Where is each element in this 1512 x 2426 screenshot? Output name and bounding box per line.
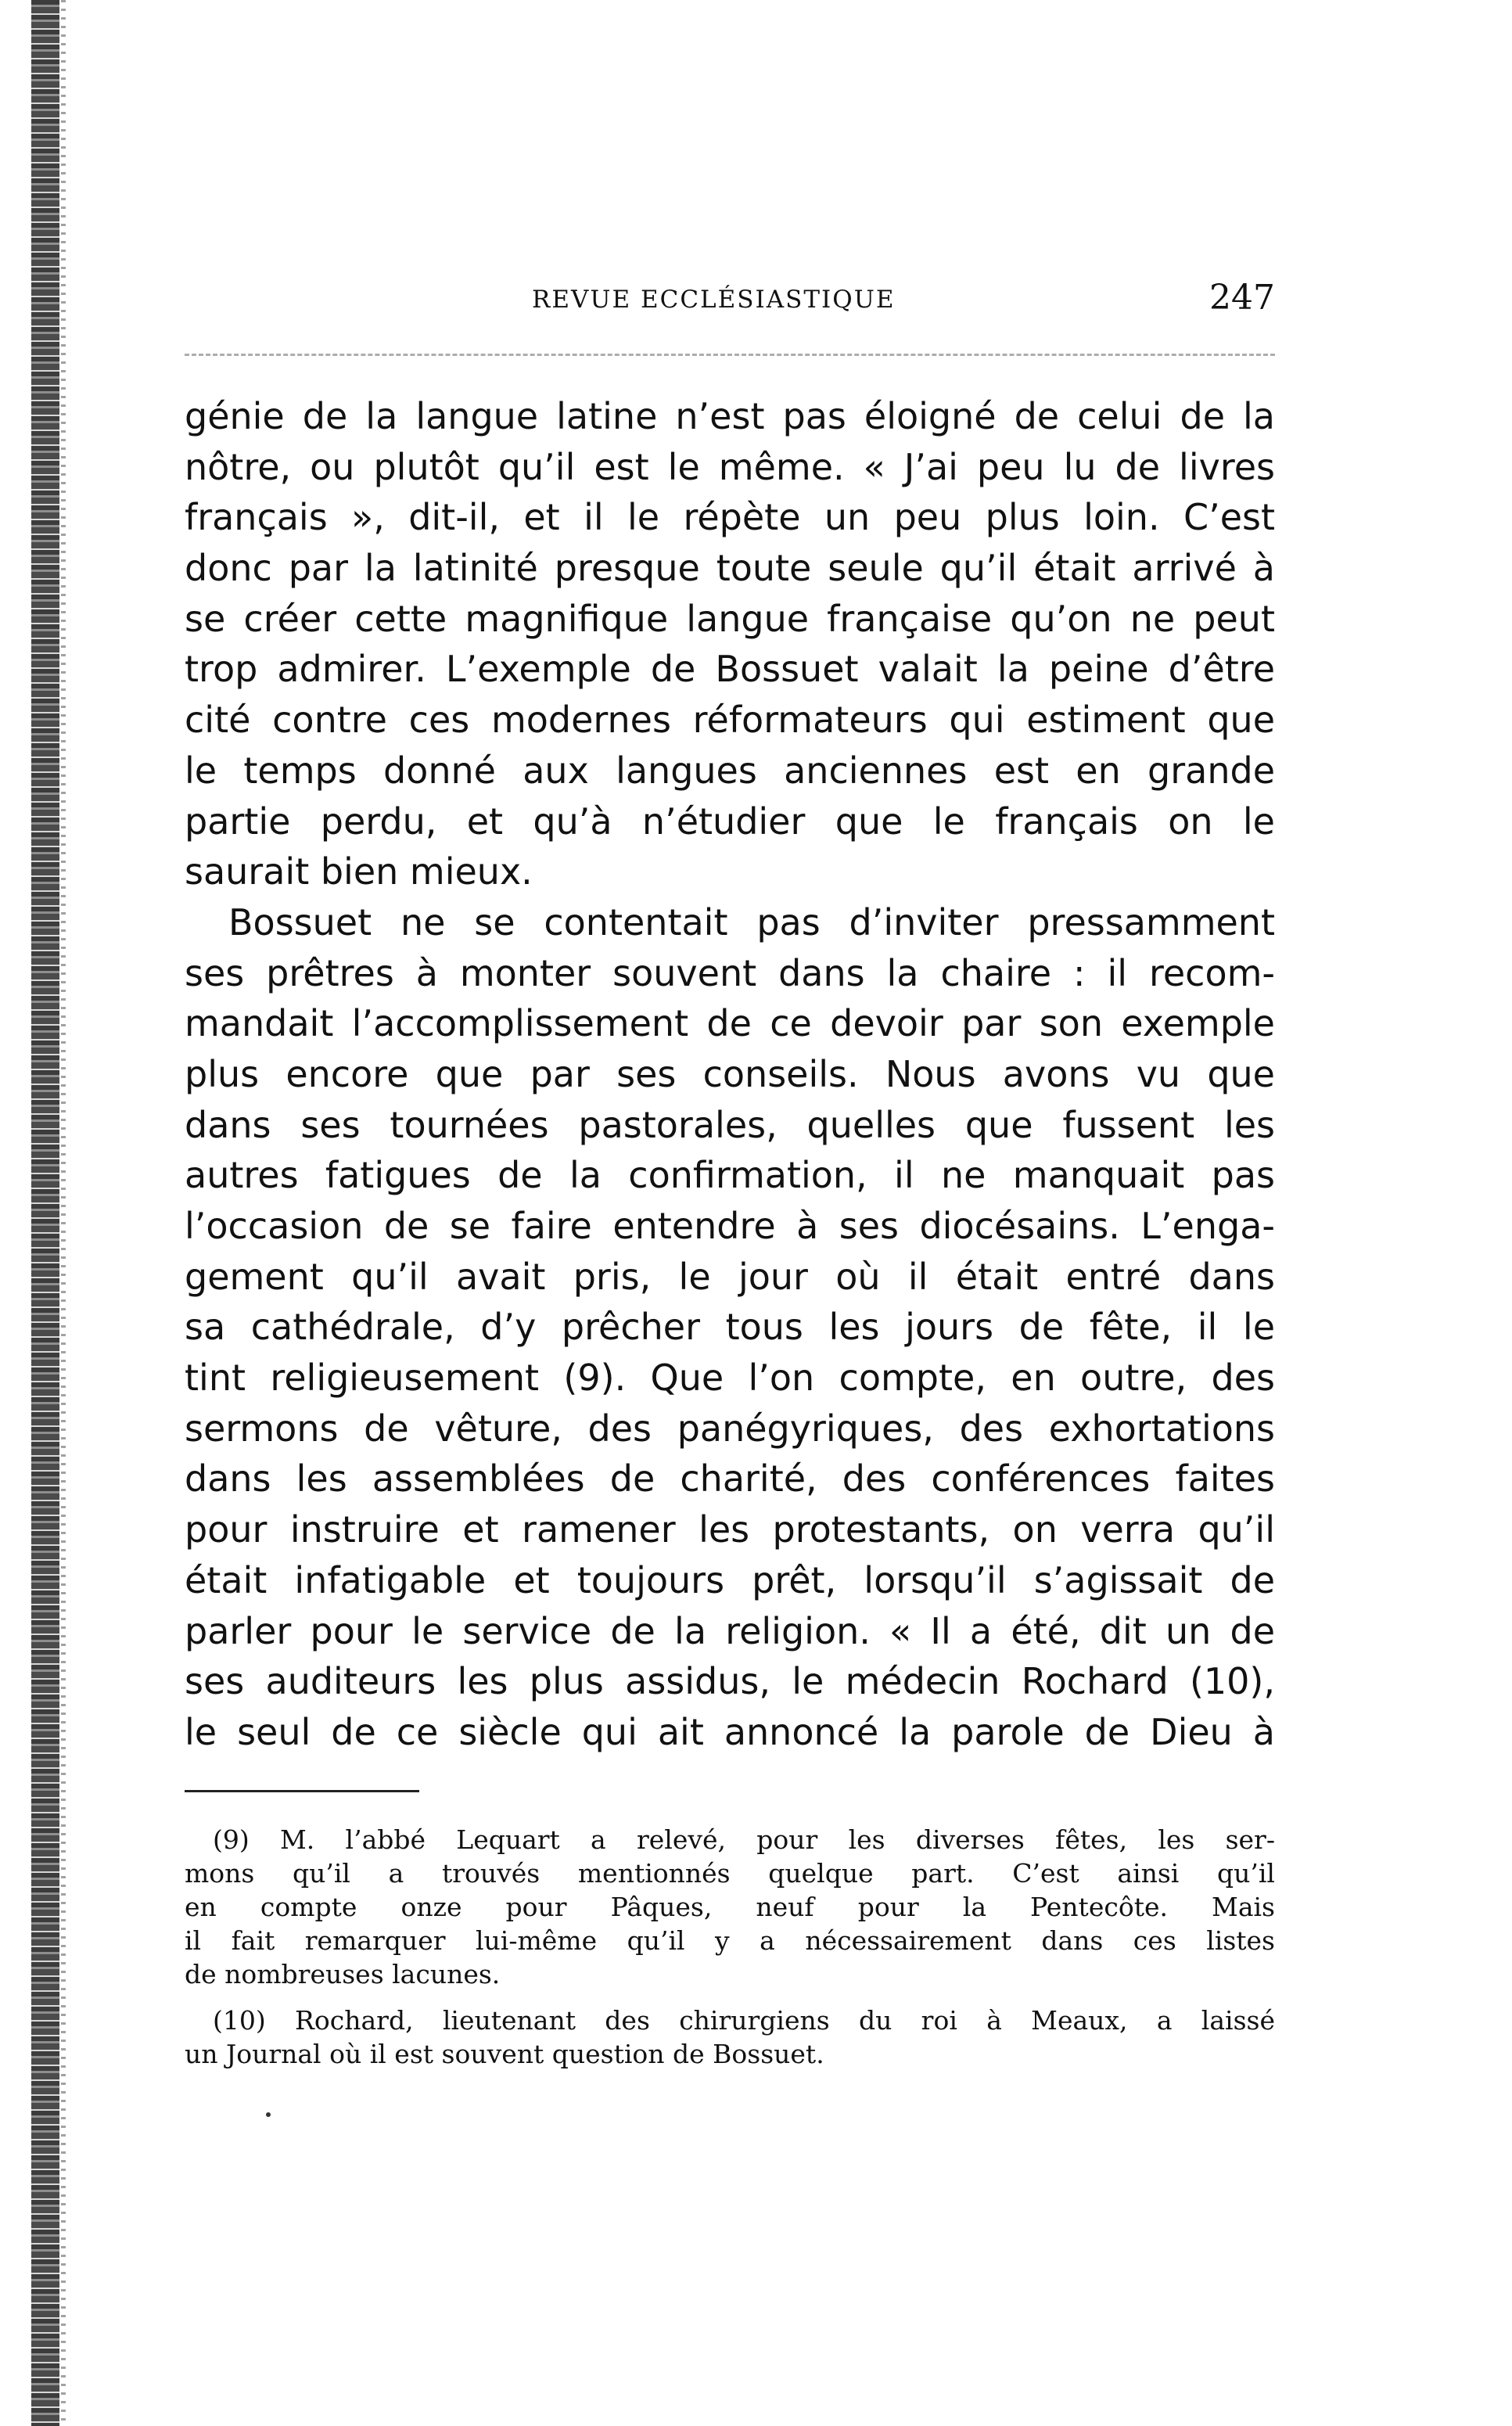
text-line: autres fatigues de la confirmation, il ne manquait pas [185, 1154, 1275, 1197]
footnote-line: de nombreuses lacunes. [185, 1959, 501, 1989]
text-line: se créer cette magnifique langue française qu’on ne peut [185, 597, 1275, 640]
footnote-line: (9) M. l’abbé Lequart a relevé, pour les diverses fêtes, les ser- [213, 1824, 1275, 1855]
footnote-10 [185, 2004, 1275, 2071]
text-line: trop admirer. L’exemple de Bossuet valait la peine d’être [185, 648, 1275, 691]
text-line: le seul de ce siècle qui ait annoncé la parole de Dieu à [185, 1710, 1275, 1753]
text-line: cité contre ces modernes réformateurs qui estiment que [185, 699, 1275, 742]
paragraph-start: Bossuet ne se contentait pas d’inviter pressamment [228, 900, 1275, 943]
page-binding-edge [31, 0, 59, 2426]
text-line: dans ses tournées pastorales, quelles que fussent les [185, 1103, 1275, 1146]
footnote-line: en compte onze pour Pâques, neuf pour la Pentecôte. Mais [185, 1892, 1275, 1922]
footnote-rule [185, 1790, 419, 1792]
footnote-spacer [185, 1991, 1275, 2004]
footnotes [185, 1823, 1275, 2071]
text-line: le temps donné aux langues anciennes est en grande [185, 749, 1275, 792]
text-line: saurait bien mieux. [185, 850, 533, 893]
footnote-9 [185, 1823, 1275, 1991]
text-line: dans les assemblées de charité, des conférences faites [185, 1457, 1275, 1501]
running-head [185, 280, 1275, 319]
ink-speck [266, 2112, 271, 2117]
page-number: 247 [1209, 278, 1275, 318]
journal-name: REVUE ECCLÉSIASTIQUE [532, 286, 896, 314]
footnote-line: (10) Rochard, lieutenant des chirurgiens du roi à Meaux, a laissé [213, 2005, 1275, 2036]
text-line: nôtre, ou plutôt qu’il est le même. « J’ai peu lu de livres [185, 445, 1275, 488]
footnote-line: un Journal où il est souvent question de Bossuet. [185, 2039, 824, 2069]
text-line: parler pour le service de la religion. « Il a été, dit un de [185, 1609, 1275, 1652]
text-line: était infatigable et toujours prêt, lorsqu’il s’agissait de [185, 1558, 1275, 1601]
text-line: donc par la latinité presque toute seule qu’il était arrivé à [185, 547, 1275, 590]
header-rule [185, 354, 1275, 356]
text-line: génie de la langue latine n’est pas éloigné de celui de la [185, 395, 1275, 437]
text-line: partie perdu, et qu’à n’étudier que le français on le [185, 800, 1275, 843]
text-line: ses prêtres à monter souvent dans la chaire : il recom- [185, 951, 1275, 994]
text-line: français », dit-il, et il le répète un peu plus loin. C’est [185, 496, 1275, 539]
text-line: plus encore que par ses conseils. Nous avons vu que [185, 1052, 1275, 1095]
text-line: l’occasion de se faire entendre à ses diocésains. L’enga- [185, 1205, 1275, 1247]
text-line: pour instruire et ramener les protestants, on verra qu’il [185, 1508, 1275, 1551]
footnote-line: il fait remarquer lui-même qu’il y a nécessairement dans ces listes [185, 1925, 1275, 1956]
text-line: sa cathédrale, d’y prêcher tous les jours de fête, il le [185, 1306, 1275, 1349]
body-text [185, 391, 1275, 1758]
text-line: sermons de vêture, des panégyriques, des exhortations [185, 1407, 1275, 1450]
text-line: tint religieusement (9). Que l’on compte, en outre, des [185, 1357, 1275, 1400]
footnote-line: mons qu’il a trouvés mentionnés quelque part. C’est ainsi qu’il [185, 1858, 1275, 1889]
text-line: mandait l’accomplissement de ce devoir par son exemple [185, 1002, 1275, 1045]
text-line: gement qu’il avait pris, le jour où il était entré dans [185, 1255, 1275, 1298]
page-binding-shadow [61, 0, 66, 2426]
text-line: ses auditeurs les plus assidus, le médecin Rochard (10), [185, 1660, 1275, 1703]
